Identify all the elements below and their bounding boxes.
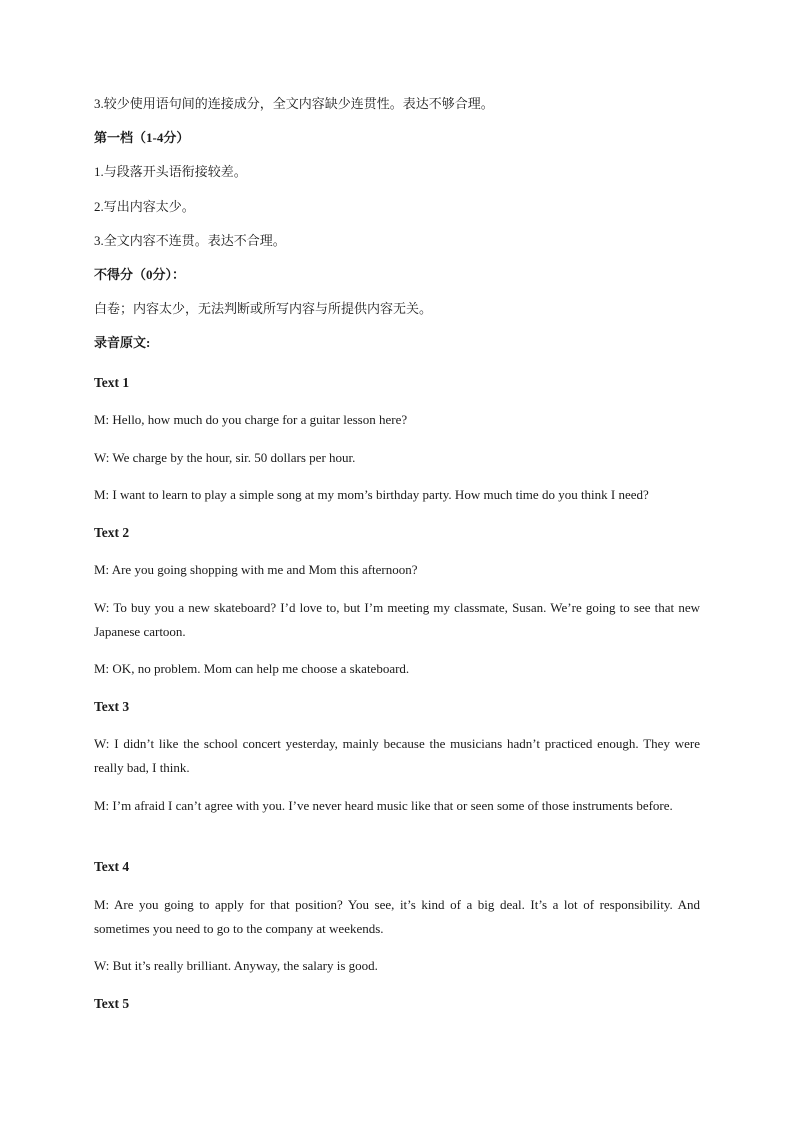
tier1-item-3: 3.全文内容不连贯。表达不合理。 [94,233,286,248]
zero-score-title: 不得分（0分）： [94,267,186,282]
text-4-heading: Text 4 [94,859,130,874]
text-4-line-2: W: But it’s really brilliant. Anyway, the salary is good. [94,958,378,973]
text-2-line-1: M: Are you going shopping with me and Mom this afternoon? [94,562,418,577]
text-2-heading: Text 2 [94,525,130,540]
text-1-line-2: W: We charge by the hour, sir. 50 dollars per hour. [94,450,356,465]
rubric-line-3: 3.较少使用语句间的连接成分，全文内容缺少连贯性。表达不够合理。 [94,96,494,111]
tier1-item-2: 2.写出内容太少。 [94,199,195,214]
zero-score-desc: 白卷；内容太少，无法判断或所写内容与所提供内容无关。 [94,301,433,316]
text-3-heading: Text 3 [94,699,130,714]
tier1-item-1: 1.与段落开头语衔接较差。 [94,164,247,179]
text-3-line-1: W: I didn’t like the school concert yesterday, mainly because the musicians hadn’t practiced enough. They were really bad, I think. [94,736,700,775]
text-2-line-2: W: To buy you a new skateboard? I’d love to, but I’m meeting my classmate, Susan. We’re going to see that new Japanese cartoon. [94,600,700,639]
transcript-title: 录音原文: [94,335,151,350]
text-2-line-3: M: OK, no problem. Mom can help me choose a skateboard. [94,661,410,676]
text-1-line-3: M: I want to learn to play a simple song at my mom’s birthday party. How much time do you think I need? [94,487,649,502]
text-4-line-1: M: Are you going to apply for that position? You see, it’s kind of a big deal. It’s a lot of responsibility. And sometimes you need to go to the company at weekends. [94,897,700,936]
tier1-title: 第一档（1-4分） [94,130,190,145]
text-5-heading: Text 5 [94,996,130,1011]
text-3-line-2: M: I’m afraid I can’t agree with you. I’ve never heard music like that or seen some of those instruments before. [94,798,673,813]
text-1-line-1: M: Hello, how much do you charge for a guitar lesson here? [94,412,408,427]
text-1-heading: Text 1 [94,375,130,390]
